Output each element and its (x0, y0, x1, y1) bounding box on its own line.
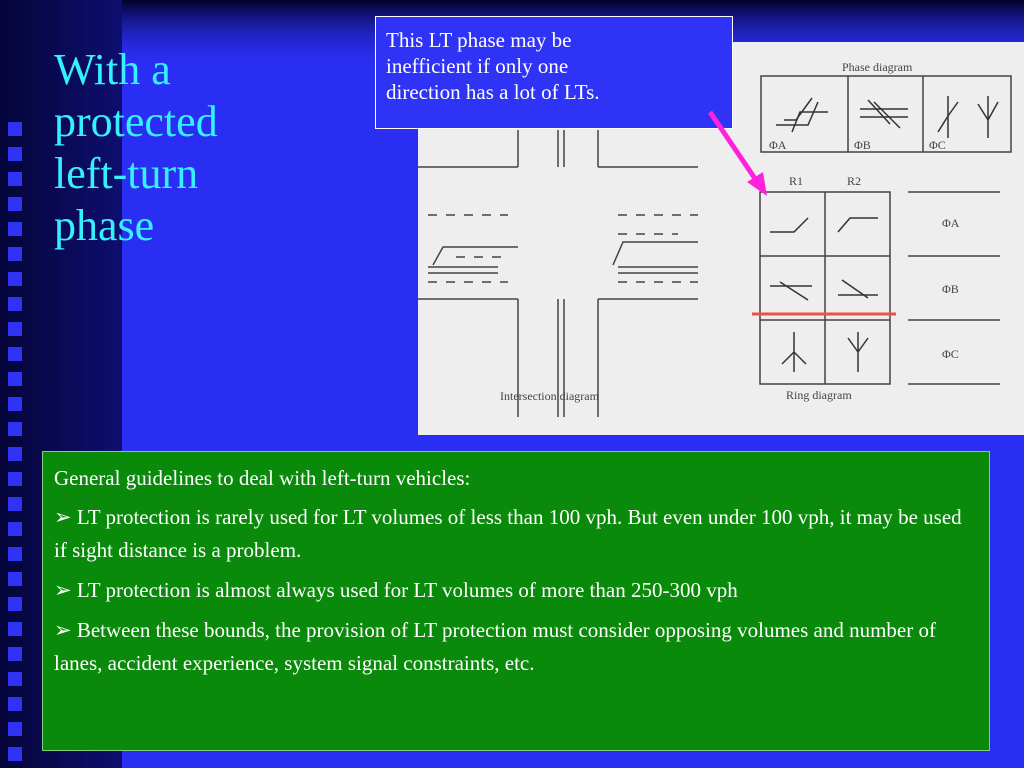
decorative-square (8, 122, 22, 136)
ring-header-r1: R1 (789, 174, 804, 188)
guidelines-heading: General guidelines to deal with left-turn vehicles: (54, 466, 471, 490)
decorative-square (8, 147, 22, 161)
decorative-square (8, 297, 22, 311)
decorative-square (8, 472, 22, 486)
phase-label-c: ΦC (929, 138, 946, 152)
guideline-bullet-2 (54, 574, 979, 607)
slide-title (54, 44, 354, 252)
title-line-1: With a (54, 45, 171, 94)
title-line-3: left-turn (54, 149, 199, 198)
ring-phase-a: ΦA (942, 216, 960, 230)
bullet-arrow-icon: ➢ (54, 578, 72, 602)
callout-box (375, 16, 733, 129)
decorative-square (8, 622, 22, 636)
callout-line-3: direction has a lot of LTs. (386, 80, 600, 104)
guideline-bullet-1 (54, 501, 979, 567)
decorative-square (8, 722, 22, 736)
decorative-square (8, 447, 22, 461)
phase-diagram-label: Phase diagram (842, 60, 913, 74)
ring-label: Ring diagram (786, 388, 852, 402)
decorative-square (8, 497, 22, 511)
title-line-2: protected (54, 97, 218, 146)
bullet-arrow-icon: ➢ (54, 618, 72, 642)
guideline-text-2: LT protection is almost always used for LT volumes of more than 250-300 vph (76, 578, 738, 602)
decorative-square (8, 572, 22, 586)
callout-line-1: This LT phase may be (386, 28, 572, 52)
ring-phase-b: ΦB (942, 282, 959, 296)
callout-line-2: inefficient if only one (386, 54, 569, 78)
decorative-square (8, 397, 22, 411)
decorative-square (8, 347, 22, 361)
title-line-4: phase (54, 201, 155, 250)
intersection-label: Intersection diagram (500, 389, 599, 403)
decorative-square (8, 672, 22, 686)
guideline-bullet-3 (54, 614, 979, 680)
decorative-square (8, 222, 22, 236)
decorative-square (8, 422, 22, 436)
decorative-square (8, 647, 22, 661)
guideline-text-1: LT protection is rarely used for LT volumes of less than 100 vph. But even under 100 vph, it may be used if sight distance is a problem. (54, 505, 962, 562)
decorative-square (8, 272, 22, 286)
decorative-square (8, 372, 22, 386)
decorative-square (8, 597, 22, 611)
guidelines-box (42, 451, 990, 751)
decorative-square (8, 247, 22, 261)
ring-header-r2: R2 (847, 174, 862, 188)
decorative-square (8, 197, 22, 211)
bullet-arrow-icon: ➢ (54, 505, 72, 529)
phase-label-a: ΦA (769, 138, 787, 152)
guideline-text-3: Between these bounds, the provision of LT protection must consider opposing volumes and number of lanes, accident experience, system signal constraints, etc. (54, 618, 936, 675)
ring-phase-c: ΦC (942, 347, 959, 361)
decorative-square (8, 172, 22, 186)
decorative-square (8, 547, 22, 561)
phase-label-b: ΦB (854, 138, 871, 152)
decorative-square (8, 747, 22, 761)
decorative-square (8, 322, 22, 336)
decorative-square (8, 522, 22, 536)
decorative-square (8, 697, 22, 711)
